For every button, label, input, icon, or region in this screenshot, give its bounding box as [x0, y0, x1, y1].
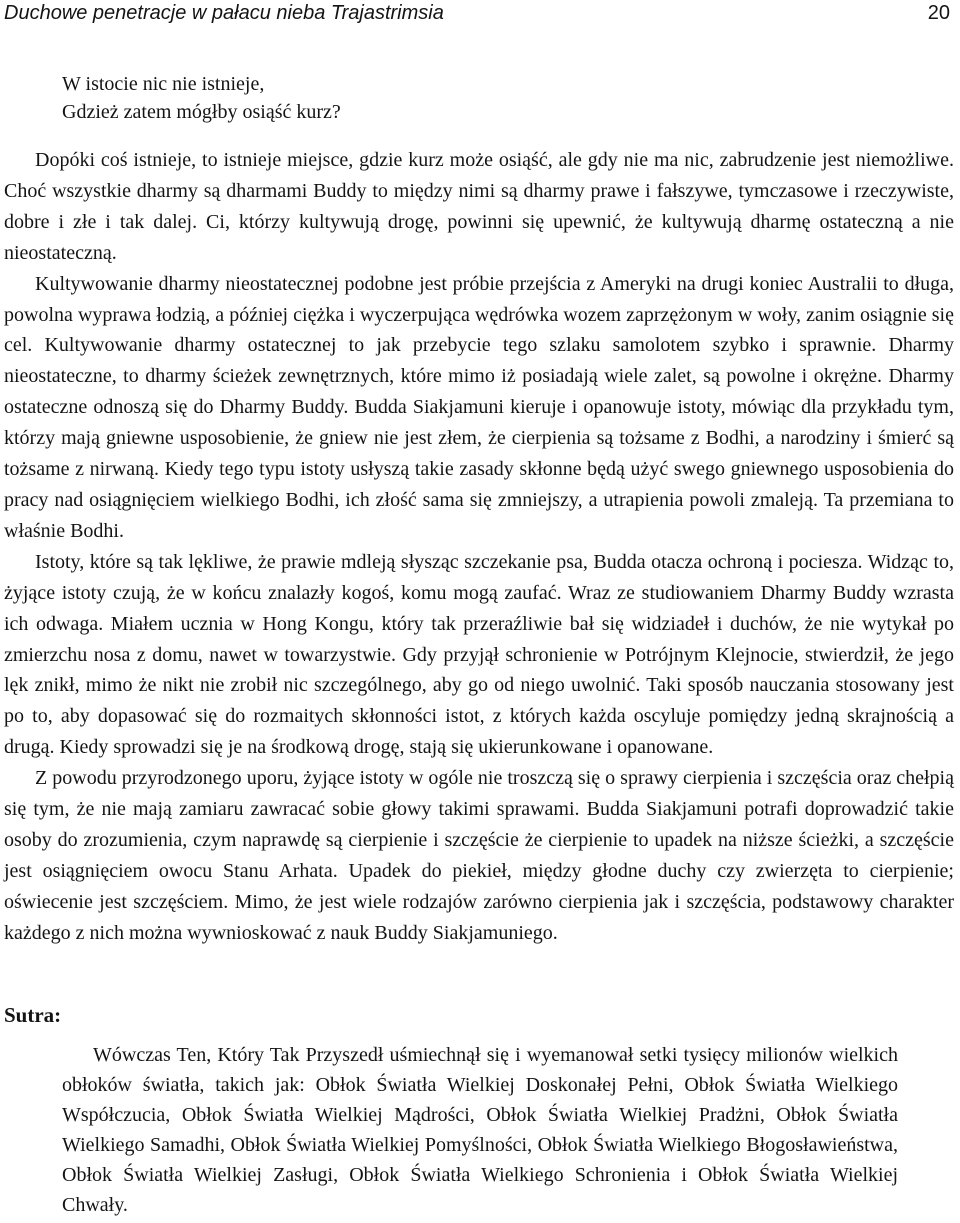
- sutra-block: [62, 1040, 898, 1220]
- verse-block: [62, 70, 341, 126]
- body-text: [4, 145, 954, 949]
- running-header: [4, 0, 954, 26]
- paragraph: Istoty, które są tak lękliwe, że prawie mdleją słysząc szczekanie psa, Budda otacza ochroną i pociesza. Widząc to, żyjące istoty czują, że w końcu znalazły kogoś, komu mogą zaufać. Wraz ze studiowaniem Dharmy Buddy wzrasta ich odwaga. Miałem ucznia w Hong Kongu, który tak przeraźliwie bał się widziadeł i duchów, że nie wytykał po zmierzchu nosa z domu, nawet w towarzystwie. Gdy przyjął schronienie w Potrójnym Klejnocie, stwierdził, że jego lęk znikł, mimo że nikt nie zrobił nic szczególnego, aby go od niego uwolnić. Taki sposób nauczania stosowany jest po to, aby dopasować się do rozmaitych skłonności istot, z których każda oscyluje pomiędzy jedną skrajnością a drugą. Kiedy sprowadzi się je na środkową drogę, stają się ukierunkowane i opanowane.: [4, 550, 954, 759]
- paragraph: Kultywowanie dharmy nieostatecznej podobne jest próbie przejścia z Ameryki na drugi koniec Australii to długa, powolna wyprawa łodzią, a później ciężka i wyczerpująca wędrówka wozem zaprzężonym w woły, zanim osiągnie się cel. Kultywowanie dharmy ostatecznej to jak przebycie tego szlaku samolotem szybko i sprawnie. Dharmy nieostateczne, to dharmy ścieżek zewnętrznych, które mimo iż posiadają wiele zalet, są powolne i okrężne. Dharmy ostateczne odnoszą się do Dharmy Buddy. Budda Siakjamuni kieruje i opanowuje istoty, mówiąc dla przykładu tym, którzy mają gniewne usposobienie, że gniew nie jest złem, że cierpienia są tożsame z Bodhi, a narodziny i śmierć są tożsame z nirwaną. Kiedy tego typu istoty usłyszą takie zasady skłonne będą użyć swego gniewnego usposobienia do pracy nad osiągnięciem wielkiego Bodhi, ich złość sama się zmniejszy, a utrapienia powoli zmaleją. Ta przemiana to właśnie Bodhi.: [4, 272, 954, 542]
- page-number: 20: [927, 2, 950, 24]
- verse-line: Gdzież zatem mógłby osiąść kurz?: [62, 101, 341, 123]
- header-title: Duchowe penetracje w pałacu nieba Trajastrimsia: [4, 2, 444, 24]
- verse-line: W istocie nic nie istnieje,: [62, 73, 265, 95]
- sutra-paragraph: Wówczas Ten, Który Tak Przyszedł uśmiechnął się i wyemanował setki tysięcy milionów wielkich obłoków światła, takich jak: Obłok Światła Wielkiej Doskonałej Pełni, Obłok Światła Wielkiego Współczucia, Obłok Światła Wielkiej Mądrości, Obłok Światła Wielkiej Pradżni, Obłok Światła Wielkiego Samadhi, Obłok Światła Wielkiej Pomyślności, Obłok Światła Wielkiego Błogosławieństwa, Obłok Światła Wielkiej Zasługi, Obłok Światła Wielkiego Schronienia i Obłok Światła Wielkiej Chwały.: [62, 1044, 898, 1216]
- paragraph: Z powodu przyrodzonego uporu, żyjące istoty w ogóle nie troszczą się o sprawy cierpienia i szczęścia oraz chełpią się tym, że nie mają zamiaru zawracać sobie głowy takimi sprawami. Budda Siakjamuni potrafi doprowadzić takie osoby do zrozumienia, czym naprawdę są cierpienie i szczęście że cierpienie to upadek na niższe ścieżki, a szczęście jest osiągnięciem owocu Stanu Arhata. Upadek do piekieł, między głodne duchy czy zwierzęta to cierpienie; oświecenie jest szczęściem. Mimo, że jest wiele rodzajów zarówno cierpienia jak i szczęścia, podstawowy charakter każdego z nich można wywnioskować z nauk Buddy Siakjamuniego.: [4, 767, 954, 944]
- section-heading-sutra: Sutra:: [4, 1003, 62, 1027]
- paragraph: Dopóki coś istnieje, to istnieje miejsce, gdzie kurz może osiąść, ale gdy nie ma nic, zabrudzenie jest niemożliwe. Choć wszystkie dharmy są dharmami Buddy to między nimi są dharmy prawe i fałszywe, tymczasowe i rzeczywiste, dobre i złe i tak dalej. Ci, którzy kultywują drogę, powinni się upewnić, że kultywują dharmę ostateczną a nie nieostateczną.: [4, 149, 954, 264]
